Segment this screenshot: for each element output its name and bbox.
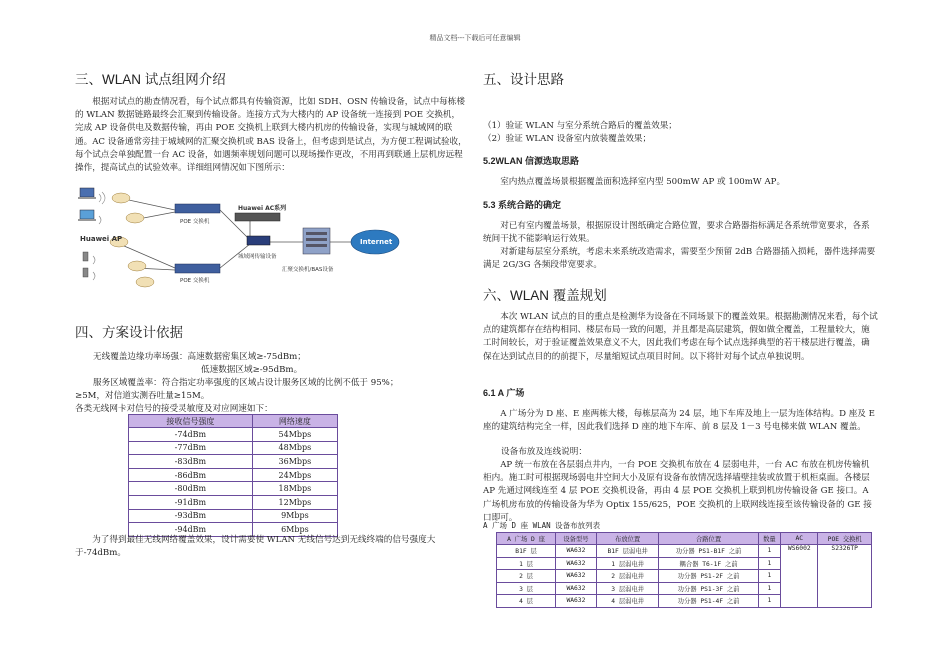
subsection-6-1-title: 6.1 A 广场 — [483, 388, 525, 398]
table-cell: 功分器 PS1-B1F 之前 — [659, 545, 758, 558]
table-cell: 功分器 PS1-4F 之前 — [659, 595, 758, 608]
subsection-5-2-title: 5.2WLAN 信源选取思路 — [483, 156, 580, 166]
laptop-icon — [78, 188, 96, 199]
column-header: 接收信号强度 — [129, 415, 253, 428]
column-header: 布放位置 — [596, 533, 659, 545]
table-cell: 1 — [758, 595, 781, 608]
poe-model-cell: S2326TP — [818, 545, 872, 608]
column-header: 网络速度 — [252, 415, 337, 428]
table-cell: 36Mbps — [252, 455, 337, 469]
network-diagram — [75, 180, 405, 290]
diagram-label-aggregation: 汇聚交换机/BAS设备 — [282, 267, 334, 273]
table-cell: 1 层弱电井 — [596, 557, 659, 570]
column-header: 设备型号 — [556, 533, 597, 545]
diagram-label-ac: Huawei AC系列 — [238, 205, 287, 212]
table-cell: 2 层 — [497, 570, 556, 583]
table-cell: 6Mbps — [252, 523, 337, 537]
layout-notes-text: AP 统一布放在各层弱点井内，一台 POE 交换机布放在 4 层弱电井，一台 AC 布放在机房传输机柜内。施工时可根据现场弱电井空间大小及原有设备布放情况选择墙壁挂装或放置于机柜桌面。各楼层 AP 先通过网线连至 4 层 POE 交换机设备，再由 4 层 POE 交换机上联到机房传输设备 GE 接口。A 广场机房布放的传输设备为华为 Optix 155/625，POE 交换机的上联网线连接至该传输设备的 GE 接口即可。 — [483, 460, 872, 523]
phone-icon — [83, 252, 88, 261]
goal-item-2: （2）验证 WLAN 设备室内放装覆盖效果； — [483, 134, 652, 144]
section-4-title: 四、方案设计依据 — [75, 325, 183, 340]
table-cell: B1F 层 — [497, 545, 556, 558]
laptop-icon — [78, 210, 96, 221]
table-cell: -86dBm — [129, 468, 253, 482]
column-header: A 广场 D 座 — [497, 533, 556, 545]
diagram-label-transmission: 城域网传输设备 — [238, 254, 277, 260]
table-cell: 1 层 — [497, 557, 556, 570]
section-6-title: 六、WLAN 覆盖规划 — [483, 288, 607, 303]
section-3-title: 三、WLAN 试点组网介绍 — [75, 72, 226, 87]
column-header: POE 交换机 — [818, 533, 872, 545]
table-cell: 3 层 — [497, 582, 556, 595]
table-cell: WA632 — [556, 557, 597, 570]
table-cell: WA632 — [556, 582, 597, 595]
table-cell: WA632 — [556, 570, 597, 583]
closing-paragraph: 为了得到最佳无线网络覆盖效果，设计需要使 WLAN 无线信号达到无线终端的信号强度大于-74dBm。 — [75, 535, 436, 559]
design-basis-line-3: 服务区域覆盖率：符合指定功率强度的区域占设计服务区域的比例不低于 95%； — [93, 378, 399, 388]
diagram-label-internet: Internet — [360, 238, 393, 246]
subsection-5-2-text: 室内热点覆盖场景根据覆盖面积选择室内型 500mW AP 或 100mW AP。 — [500, 177, 786, 187]
table-cell: -74dBm — [129, 428, 253, 442]
table-cell: WA632 — [556, 595, 597, 608]
design-basis-line-4: ≥5M，对信道实测吞吐量≥15M。 — [75, 391, 210, 401]
diagram-label-huawei-ap: Huawei AP — [80, 235, 123, 243]
phone-icon — [83, 268, 88, 277]
table-row — [129, 428, 338, 442]
layout-notes-title: 设备布放及连线说明： — [501, 447, 587, 457]
design-basis-line-5: 各类无线网卡对信号的接受灵敏度及对应网速如下： — [75, 404, 273, 414]
table-cell: 18Mbps — [252, 482, 337, 496]
table-cell: -77dBm — [129, 441, 253, 455]
table-cell: 12Mbps — [252, 495, 337, 509]
table-cell: 2 层弱电井 — [596, 570, 659, 583]
table-cell: 24Mbps — [252, 468, 337, 482]
table-cell: 54Mbps — [252, 428, 337, 442]
table-row — [129, 482, 338, 496]
ac-controller-icon — [235, 213, 280, 221]
table-row — [129, 509, 338, 523]
aggregation-switch-icon — [303, 228, 330, 254]
poe-switch-icon — [175, 204, 220, 273]
table-row — [129, 468, 338, 482]
diagram-label-poe-2: POE 交换机 — [180, 278, 210, 284]
table-cell: -80dBm — [129, 482, 253, 496]
table-cell: WA632 — [556, 545, 597, 558]
table-cell: -93dBm — [129, 509, 253, 523]
table-cell: 1 — [758, 545, 781, 558]
equipment-table — [496, 532, 872, 608]
table-cell: 1 — [758, 557, 781, 570]
column-header: 合路位置 — [659, 533, 758, 545]
table-row — [129, 455, 338, 469]
design-basis-line-2: 低速数据区域≥-95dBm。 — [201, 365, 303, 375]
transmission-device-icon — [247, 236, 270, 245]
column-header: AC — [781, 533, 818, 545]
table-cell: 3 层弱电井 — [596, 582, 659, 595]
subsection-5-3-title: 5.3 系统合路的确定 — [483, 200, 562, 210]
equipment-table-caption: A 广场 D 座 WLAN 设备布放列表 — [483, 521, 601, 530]
section-5-title: 五、设计思路 — [483, 72, 564, 87]
table-header-row — [497, 533, 872, 545]
table-cell: -91dBm — [129, 495, 253, 509]
table-cell: 4 层 — [497, 595, 556, 608]
section-6-paragraph: 本次 WLAN 试点的目的重点是检测华为设备在不同场景下的覆盖效果。根据勘测情况来看，每个试点的建筑都存在结构相同、楼层布局一致的问题，并且都是高层建筑，假如做全覆盖，工程量较大，施工时间较长，对于验证覆盖效果意义不大，因此我们考虑在每个试点选择典型的若干楼层进行覆盖，确保在达到试点目的的前提下，尽量缩短试点项目时间。以下将针对每个试点单独说明。 — [483, 312, 878, 362]
subsection-5-3-text-2: 对新建每层室分系统，考虑未来系统改造需求，需要至少预留 2dB 合路器插入损耗，器件选择需要满足 2G/3G 各频段带宽要求。 — [483, 247, 876, 271]
section-3-paragraph: 根据对试点的勘查情况看，每个试点都具有传输资源，比如 SDH、OSN 传输设备，试点中每栋楼的 WLAN 数据链路最终会汇聚到传输设备。连接方式为大楼内的 AP 设备统一连接到 POE 交换机，完成 AP 设备供电及数据传输，再由 POE 交换机上联到大楼内机房的传输设备，实现与城域网的联通。AC 设备通常旁挂于城域网的汇聚交换机或 BAS 设备上，但考虑到是试点，为方便工程调试验收，每个试点会单独配置一台 AC 设备，如遇频率规划问题可以现场操作更改，不用再到联通上层机房远程操作，提高试点的试验效率。详细组网情况如下图所示： — [75, 97, 467, 174]
table-cell: 功分器 PS1-2F 之前 — [659, 570, 758, 583]
subsection-5-3-text-1: 对已有室内覆盖场景，根据原设计图纸确定合路位置，要求合路器指标满足各系统带宽要求，各系统间干扰不能影响运行效果。 — [483, 221, 870, 245]
table-header-row — [129, 415, 338, 428]
signal-speed-table — [128, 414, 338, 537]
table-cell: 48Mbps — [252, 441, 337, 455]
table-cell: 1 — [758, 570, 781, 583]
table-cell: 耦合器 T6-1F 之前 — [659, 557, 758, 570]
table-cell: B1F 层弱电井 — [596, 545, 659, 558]
diagram-label-poe-1: POE 交换机 — [180, 219, 210, 225]
design-basis-line-1: 无线覆盖边缘功率场强：高速数据密集区域≥-75dBm； — [93, 352, 306, 362]
table-cell: 1 — [758, 582, 781, 595]
table-row — [497, 545, 872, 558]
table-cell: -94dBm — [129, 523, 253, 537]
table-row — [129, 495, 338, 509]
page-header: 精品文档---下载后可任意编辑 — [429, 34, 521, 42]
table-cell: -83dBm — [129, 455, 253, 469]
table-row — [129, 441, 338, 455]
table-cell: 4 层弱电井 — [596, 595, 659, 608]
table-cell: 功分器 PS1-3F 之前 — [659, 582, 758, 595]
goal-item-1: （1）验证 WLAN 与室分系统合路后的覆盖效果； — [483, 121, 677, 131]
ac-model-cell: WS6002 — [781, 545, 818, 608]
subsection-6-1-text: A 广场分为 D 座、E 座两栋大楼，每栋层高为 24 层，地下车库及地上一层为连体结构。D 座及 E 座的建筑结构完全一样，因此我们选择 D 座的地下车库、前 8 层及 1－3 号电梯来做 WLAN 覆盖。 — [483, 409, 875, 433]
table-cell: 9Mbps — [252, 509, 337, 523]
column-header: 数量 — [758, 533, 781, 545]
